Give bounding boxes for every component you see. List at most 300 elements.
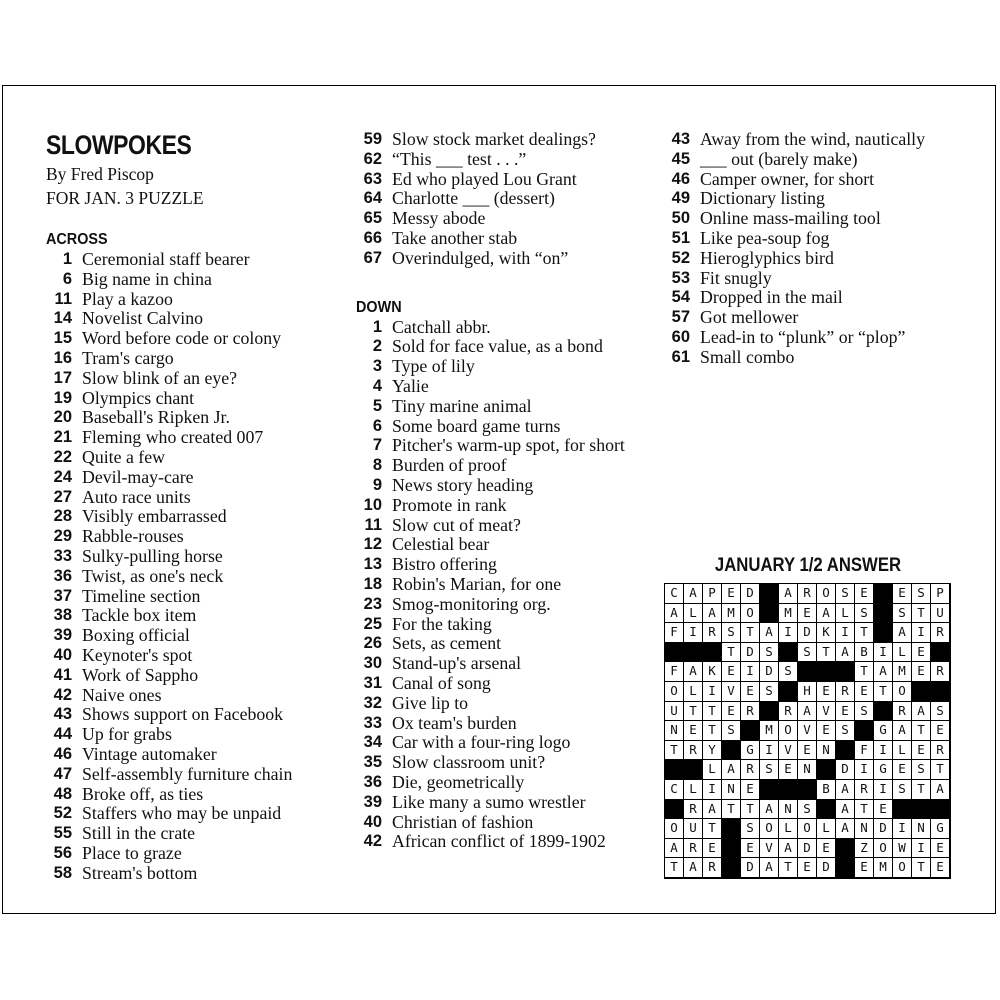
clue-text: News story heading — [392, 474, 534, 495]
grid-letter: Z — [855, 839, 874, 859]
clue-text: Novelist Calvino — [82, 308, 204, 329]
grid-letter: O — [798, 819, 817, 839]
grid-letter: A — [703, 604, 722, 624]
clue-text: Charlotte ___ (dessert) — [392, 188, 555, 209]
clue-text: Overindulged, with “on” — [392, 247, 569, 268]
grid-block — [855, 721, 874, 741]
clue-number: 30 — [363, 654, 382, 673]
clue-number: 59 — [363, 130, 382, 148]
grid-block — [836, 662, 855, 682]
down-clue — [664, 229, 984, 249]
grid-letter: A — [684, 662, 703, 682]
down-clue — [356, 595, 646, 615]
grid-letter: R — [836, 682, 855, 702]
grid-letter: C — [665, 780, 684, 800]
grid-letter: N — [855, 819, 874, 839]
grid-letter: N — [665, 721, 684, 741]
clue-number: 54 — [671, 288, 690, 307]
grid-letter: I — [760, 741, 779, 761]
grid-letter: W — [893, 839, 912, 859]
grid-letter: A — [817, 604, 836, 624]
across-clue — [46, 626, 346, 646]
grid-letter: R — [741, 702, 760, 722]
grid-letter: T — [665, 741, 684, 761]
clue-text: Like many a sumo wrestler — [392, 791, 586, 812]
clue-text: Vintage automaker — [82, 743, 217, 764]
grid-letter: L — [836, 604, 855, 624]
grid-letter: I — [779, 623, 798, 643]
clue-number: 4 — [372, 376, 382, 395]
clue-number: 23 — [363, 594, 382, 613]
grid-letter: O — [665, 682, 684, 702]
across-clue — [356, 170, 646, 190]
grid-letter: N — [912, 819, 931, 839]
grid-letter: E — [836, 702, 855, 722]
grid-block — [931, 800, 950, 820]
down-clue — [356, 773, 646, 793]
grid-letter: I — [912, 623, 931, 643]
clue-text: Away from the wind, nautically — [700, 129, 926, 149]
down-clue — [356, 417, 646, 437]
down-clue — [356, 456, 646, 476]
clue-text: Bistro offering — [392, 554, 497, 575]
grid-letter: N — [722, 780, 741, 800]
clue-text: Dictionary listing — [700, 188, 825, 209]
across-clue — [356, 189, 646, 209]
grid-letter: A — [836, 780, 855, 800]
clue-number: 39 — [363, 792, 382, 811]
grid-block — [741, 721, 760, 741]
clue-text: Olympics chant — [82, 387, 195, 408]
grid-letter: E — [703, 839, 722, 859]
clue-number: 34 — [363, 733, 382, 752]
grid-block — [817, 800, 836, 820]
across-clue — [46, 785, 346, 805]
grid-letter: T — [741, 623, 760, 643]
grid-letter: S — [798, 800, 817, 820]
grid-letter: A — [760, 858, 779, 878]
down-heading: DOWN — [356, 298, 402, 316]
down-clue — [356, 714, 646, 734]
clue-text: Celestial bear — [392, 534, 490, 555]
across-clue — [46, 309, 346, 329]
down-clue — [356, 674, 646, 694]
puzzle-title: SLOWPOKES — [46, 130, 192, 160]
clue-number: 52 — [671, 248, 690, 267]
clue-number: 32 — [363, 693, 382, 712]
grid-letter: P — [931, 584, 950, 604]
down-clue — [664, 249, 984, 269]
grid-letter: A — [760, 623, 779, 643]
across-clue — [46, 448, 346, 468]
across-clue — [46, 270, 346, 290]
clue-number: 65 — [363, 209, 382, 228]
clue-text: Like pea-soup fog — [700, 227, 830, 248]
clue-number: 12 — [363, 535, 382, 554]
clue-text: Robin's Marian, for one — [392, 573, 562, 594]
answer-grid — [664, 583, 951, 879]
clue-text: Self-assembly furniture chain — [82, 763, 293, 784]
grid-block — [931, 682, 950, 702]
clue-number: 17 — [53, 368, 72, 387]
clue-text: Pitcher's warm-up spot, for short — [392, 435, 625, 456]
clue-text: Keynoter's spot — [82, 644, 193, 665]
across-clue — [356, 150, 646, 170]
grid-letter: B — [817, 780, 836, 800]
down-clue-list — [356, 318, 646, 853]
across-clue — [46, 547, 346, 567]
grid-letter: S — [722, 623, 741, 643]
grid-letter: G — [741, 741, 760, 761]
grid-letter: S — [912, 584, 931, 604]
across-clue — [356, 209, 646, 229]
down-clue — [664, 308, 984, 328]
grid-letter: E — [722, 662, 741, 682]
grid-letter: T — [722, 800, 741, 820]
grid-letter: U — [665, 702, 684, 722]
down-clue — [664, 348, 984, 368]
clue-number: 36 — [53, 566, 72, 585]
grid-block — [684, 760, 703, 780]
down-clue — [356, 694, 646, 714]
grid-letter: A — [912, 702, 931, 722]
grid-letter: R — [931, 741, 950, 761]
grid-letter: S — [893, 780, 912, 800]
down-clue — [356, 793, 646, 813]
grid-letter: M — [760, 721, 779, 741]
grid-letter: T — [855, 800, 874, 820]
grid-letter: S — [893, 604, 912, 624]
down-clue — [356, 436, 646, 456]
clue-text: “This ___ test . . .” — [392, 148, 527, 169]
grid-letter: B — [855, 643, 874, 663]
grid-letter: D — [741, 643, 760, 663]
grid-letter: E — [893, 760, 912, 780]
grid-block — [722, 741, 741, 761]
grid-block — [760, 702, 779, 722]
clue-text: Take another stab — [392, 227, 518, 248]
clue-text: Fit snugly — [700, 267, 772, 288]
across-clue — [46, 824, 346, 844]
across-clue — [46, 527, 346, 547]
down-clue — [664, 170, 984, 190]
grid-letter: E — [798, 741, 817, 761]
across-clue — [46, 725, 346, 745]
clue-text: Place to graze — [82, 842, 182, 863]
grid-letter: T — [779, 858, 798, 878]
grid-letter: T — [912, 604, 931, 624]
grid-letter: A — [665, 604, 684, 624]
grid-letter: O — [741, 604, 760, 624]
down-clue — [356, 337, 646, 357]
across-clue — [46, 488, 346, 508]
down-clue — [664, 209, 984, 229]
grid-letter: U — [931, 604, 950, 624]
clue-text: Fleming who created 007 — [82, 427, 264, 448]
clue-text: Die, geometrically — [392, 771, 525, 792]
grid-letter: H — [798, 682, 817, 702]
grid-block — [798, 780, 817, 800]
clue-text: Tackle box item — [82, 605, 197, 626]
grid-letter: E — [817, 721, 836, 741]
clue-number: 8 — [372, 456, 382, 475]
grid-letter: A — [836, 800, 855, 820]
grid-letter: O — [893, 858, 912, 878]
grid-letter: D — [817, 858, 836, 878]
grid-letter: S — [760, 760, 779, 780]
clue-number: 18 — [363, 574, 382, 593]
grid-letter: G — [931, 819, 950, 839]
grid-letter: A — [874, 662, 893, 682]
clue-text: Smog-monitoring org. — [392, 593, 551, 614]
clue-number: 29 — [53, 527, 72, 546]
across-clue — [46, 705, 346, 725]
grid-block — [912, 682, 931, 702]
grid-letter: D — [836, 760, 855, 780]
across-clue — [46, 428, 346, 448]
grid-letter: O — [874, 839, 893, 859]
grid-block — [836, 741, 855, 761]
clue-text: Timeline section — [82, 585, 201, 606]
clue-text: Slow stock market dealings? — [392, 129, 596, 149]
grid-letter: E — [741, 682, 760, 702]
grid-block — [722, 819, 741, 839]
grid-letter: L — [893, 643, 912, 663]
grid-letter: L — [684, 780, 703, 800]
grid-letter: I — [874, 780, 893, 800]
grid-letter: I — [836, 623, 855, 643]
down-clue — [356, 654, 646, 674]
clue-text: Quite a few — [82, 446, 165, 467]
across-clue — [46, 587, 346, 607]
clue-text: Devil-may-care — [82, 466, 194, 487]
clue-text: Canal of song — [392, 672, 491, 693]
clue-text: Lead-in to “plunk” or “plop” — [700, 326, 906, 347]
grid-letter: K — [703, 662, 722, 682]
grid-letter: A — [798, 702, 817, 722]
across-clue — [46, 844, 346, 864]
byline: By Fred Piscop — [46, 164, 154, 184]
clue-text: Tiny marine animal — [392, 395, 532, 416]
clue-number: 48 — [53, 784, 72, 803]
grid-letter: V — [798, 721, 817, 741]
grid-letter: S — [779, 662, 798, 682]
down-clue — [356, 535, 646, 555]
down-clue — [356, 575, 646, 595]
across-clue — [46, 250, 346, 270]
clue-number: 15 — [53, 329, 72, 348]
down-clue-list-continued — [664, 130, 984, 368]
clue-number: 44 — [53, 725, 72, 744]
clue-number: 31 — [363, 673, 382, 692]
grid-block — [836, 839, 855, 859]
grid-letter: T — [703, 702, 722, 722]
down-clue — [356, 496, 646, 516]
grid-letter: R — [798, 584, 817, 604]
grid-letter: A — [779, 839, 798, 859]
grid-letter: S — [836, 584, 855, 604]
clue-text: Ceremonial staff bearer — [82, 249, 250, 269]
grid-letter: T — [912, 721, 931, 741]
clue-number: 13 — [363, 555, 382, 574]
clue-number: 22 — [53, 447, 72, 466]
grid-letter: E — [684, 721, 703, 741]
grid-letter: G — [874, 721, 893, 741]
grid-block — [779, 643, 798, 663]
grid-letter: T — [912, 858, 931, 878]
clue-text: ___ out (barely make) — [700, 148, 858, 169]
grid-letter: A — [722, 760, 741, 780]
clue-text: Still in the crate — [82, 823, 196, 844]
across-clue — [356, 229, 646, 249]
grid-letter: T — [684, 702, 703, 722]
grid-block — [665, 643, 684, 663]
grid-letter: A — [760, 800, 779, 820]
across-clue — [46, 349, 346, 369]
grid-letter: T — [722, 643, 741, 663]
grid-letter: I — [893, 819, 912, 839]
clue-number: 25 — [363, 614, 382, 633]
clue-number: 36 — [363, 772, 382, 791]
grid-letter: I — [912, 839, 931, 859]
across-clue — [46, 765, 346, 785]
date-line: FOR JAN. 3 PUZZLE — [46, 188, 204, 208]
clue-number: 40 — [53, 645, 72, 664]
grid-block — [684, 643, 703, 663]
clue-text: Christian of fashion — [392, 811, 534, 832]
grid-block — [874, 604, 893, 624]
clue-text: Yalie — [392, 375, 429, 396]
grid-letter: I — [684, 623, 703, 643]
grid-letter: S — [798, 643, 817, 663]
grid-letter: L — [893, 741, 912, 761]
clue-number: 63 — [363, 169, 382, 188]
grid-letter: M — [779, 604, 798, 624]
clue-number: 42 — [53, 685, 72, 704]
grid-letter: S — [836, 721, 855, 741]
clue-number: 60 — [671, 327, 690, 346]
across-clue — [46, 804, 346, 824]
grid-letter: R — [703, 623, 722, 643]
grid-letter: E — [798, 604, 817, 624]
clue-text: Work of Sappho — [82, 664, 199, 685]
across-clue — [46, 290, 346, 310]
across-clue — [46, 864, 346, 884]
grid-letter: G — [874, 760, 893, 780]
grid-letter: M — [893, 662, 912, 682]
grid-letter: E — [817, 682, 836, 702]
grid-letter: E — [912, 643, 931, 663]
grid-letter: R — [703, 858, 722, 878]
clue-text: Messy abode — [392, 208, 486, 229]
clue-number: 53 — [671, 268, 690, 287]
clue-number: 20 — [53, 408, 72, 427]
grid-letter: E — [874, 800, 893, 820]
across-clue — [356, 130, 646, 150]
grid-block — [779, 780, 798, 800]
clue-number: 10 — [363, 495, 382, 514]
grid-letter: A — [665, 839, 684, 859]
clue-text: Slow blink of an eye? — [82, 367, 238, 388]
clue-number: 5 — [372, 396, 382, 415]
down-clue — [664, 189, 984, 209]
grid-letter: F — [855, 741, 874, 761]
grid-letter: R — [855, 780, 874, 800]
clue-text: Catchall abbr. — [392, 316, 491, 337]
grid-letter: E — [855, 584, 874, 604]
clue-number: 9 — [372, 475, 382, 494]
clue-text: Give lip to — [392, 692, 469, 713]
grid-letter: E — [931, 858, 950, 878]
clue-number: 66 — [363, 228, 382, 247]
grid-letter: O — [779, 721, 798, 741]
column-3 — [664, 130, 984, 368]
down-clue — [356, 377, 646, 397]
grid-letter: D — [760, 662, 779, 682]
grid-letter: T — [703, 721, 722, 741]
grid-letter: I — [703, 780, 722, 800]
grid-block — [665, 760, 684, 780]
clue-number: 33 — [53, 546, 72, 565]
grid-block — [703, 643, 722, 663]
clue-number: 27 — [53, 487, 72, 506]
clue-text: Slow classroom unit? — [392, 752, 546, 773]
clue-text: Burden of proof — [392, 455, 507, 476]
grid-letter: T — [817, 643, 836, 663]
grid-letter: D — [874, 819, 893, 839]
grid-letter: I — [855, 760, 874, 780]
clue-text: Slow cut of meat? — [392, 514, 521, 535]
clue-number: 39 — [53, 626, 72, 645]
grid-letter: E — [855, 682, 874, 702]
clue-number: 46 — [671, 169, 690, 188]
grid-letter: S — [722, 721, 741, 741]
clue-number: 3 — [372, 357, 382, 376]
across-clue-list-continued — [356, 130, 646, 269]
grid-letter: R — [684, 741, 703, 761]
clue-number: 38 — [53, 606, 72, 625]
down-clue — [664, 150, 984, 170]
clue-text: Small combo — [700, 346, 795, 367]
grid-letter: I — [703, 682, 722, 702]
clue-text: Ed who played Lou Grant — [392, 168, 577, 189]
clue-text: Some board game turns — [392, 415, 561, 436]
clue-number: 49 — [671, 189, 690, 208]
grid-letter: D — [798, 839, 817, 859]
grid-letter: E — [912, 741, 931, 761]
clue-text: For the taking — [392, 613, 492, 634]
clue-text: Ox team's burden — [392, 712, 517, 733]
across-clue — [46, 606, 346, 626]
grid-letter: K — [817, 623, 836, 643]
grid-letter: T — [703, 819, 722, 839]
clue-number: 11 — [54, 289, 72, 308]
grid-block — [893, 800, 912, 820]
grid-letter: N — [798, 760, 817, 780]
grid-letter: L — [703, 760, 722, 780]
clue-number: 61 — [671, 347, 690, 366]
down-clue — [356, 397, 646, 417]
grid-block — [722, 839, 741, 859]
across-clue — [46, 567, 346, 587]
across-clue — [46, 745, 346, 765]
clue-number: 11 — [364, 515, 382, 534]
grid-letter: V — [760, 839, 779, 859]
grid-block — [665, 800, 684, 820]
grid-letter: S — [931, 702, 950, 722]
grid-letter: R — [684, 800, 703, 820]
clue-number: 6 — [372, 416, 382, 435]
